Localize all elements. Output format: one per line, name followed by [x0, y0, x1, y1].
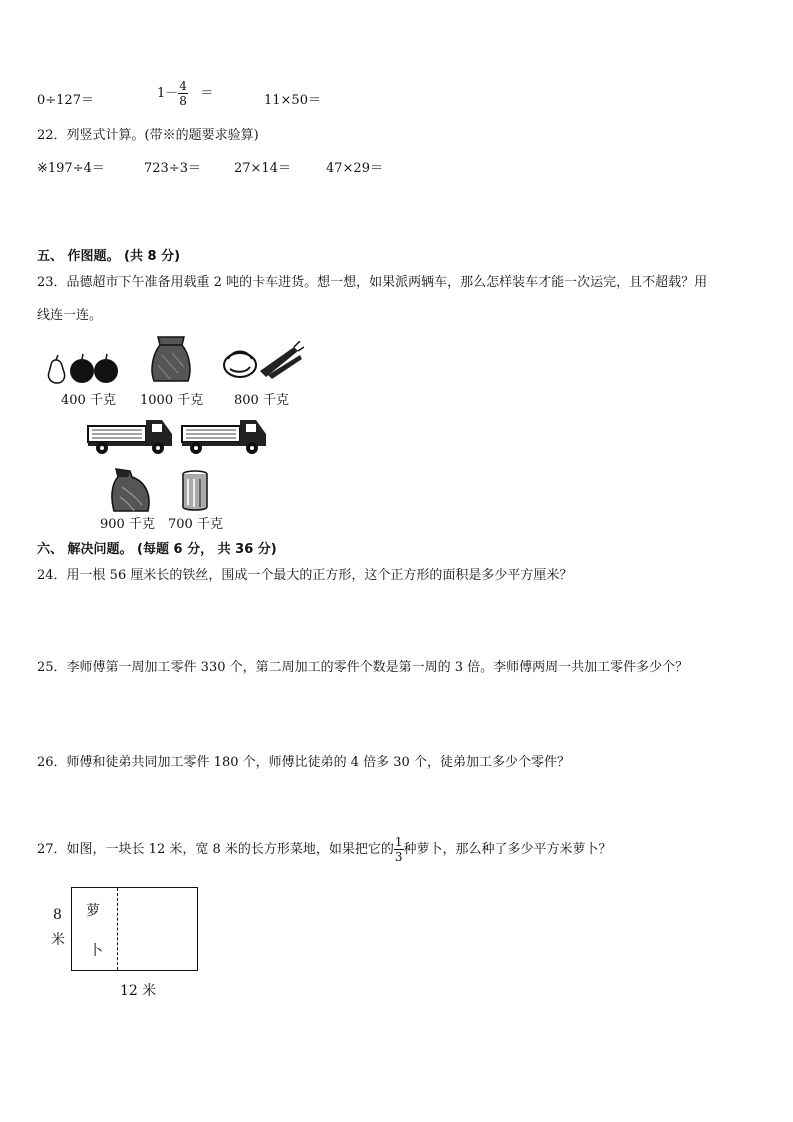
- weight-label: 900 千克: [100, 517, 155, 532]
- height-label-number: 8: [53, 907, 62, 923]
- fraction-denominator: 8: [179, 94, 187, 108]
- truck-icon[interactable]: [86, 416, 174, 456]
- vegetables-icon: [220, 341, 304, 381]
- fraction-numerator: 1: [394, 835, 403, 849]
- section-5-title: 五、 作图题。 (共 8 分): [37, 249, 181, 264]
- bag-icon: [108, 467, 154, 513]
- fraction: [394, 836, 404, 863]
- weight-label: 800 千克: [234, 393, 289, 408]
- weight-label: 400 千克: [61, 393, 116, 408]
- calc-item-3: 11×50＝: [264, 93, 321, 108]
- weight-label: 1000 千克: [140, 393, 204, 408]
- region-label-bottom: 卜: [89, 943, 103, 959]
- question-23-text: 23．品德超市下午准备用载重 2 吨的卡车进货。想一想，如果派两辆车，那么怎样装车才能一次运完，且不超载？用: [37, 275, 708, 290]
- weight-label: 700 千克: [168, 517, 223, 532]
- barrel-icon: [180, 469, 210, 513]
- question-24-text: 24．用一根 56 厘米长的铁丝，围成一个最大的正方形，这个正方形的面积是多少平方厘米？: [37, 568, 573, 583]
- calc-prefix: 1－: [157, 86, 179, 101]
- section-6-title: 六、 解决问题。 (每题 6 分， 共 36 分): [37, 542, 277, 557]
- fraction-denominator: 3: [394, 850, 403, 864]
- fruit-icon: [46, 352, 122, 384]
- vertical-calc-item: 27×14＝: [234, 161, 291, 176]
- question-25-text: 25．李师傅第一周加工零件 330 个，第二周加工的零件个数是第一周的 3 倍。李师傅两周一共加工零件多少个？: [37, 660, 689, 675]
- question-23-text-cont: 线连一连。: [37, 308, 103, 323]
- fraction: [178, 80, 188, 107]
- question-27-text: [37, 836, 612, 863]
- question-22-title: 22．列竖式计算。(带※的题要求验算): [37, 128, 259, 143]
- division-line: [117, 888, 118, 970]
- truck-icon[interactable]: [180, 416, 268, 456]
- height-label-unit: 米: [51, 932, 65, 948]
- calc-suffix: ＝: [200, 86, 214, 101]
- question-27-text-pre: 27．如图，一块长 12 米，宽 8 米的长方形菜地，如果把它的: [37, 842, 394, 857]
- calc-item-1: 0÷127＝: [37, 93, 94, 108]
- sack-icon: [148, 333, 194, 383]
- fraction-numerator: 4: [179, 79, 187, 93]
- vertical-calc-item: ※197÷4＝: [37, 161, 105, 176]
- region-label-top: 萝: [86, 903, 100, 919]
- calc-item-fraction: [157, 80, 213, 107]
- question-27-text-post: 种萝卜，那么种了多少平方米萝卜？: [403, 842, 612, 857]
- question-26-text: 26．师傅和徒弟共同加工零件 180 个，师傅比徒弟的 4 倍多 30 个，徒弟加工多少个零件？: [37, 755, 570, 770]
- width-label: 12 米: [120, 983, 157, 999]
- vertical-calc-item: 47×29＝: [326, 161, 383, 176]
- vertical-calc-item: 723÷3＝: [144, 161, 201, 176]
